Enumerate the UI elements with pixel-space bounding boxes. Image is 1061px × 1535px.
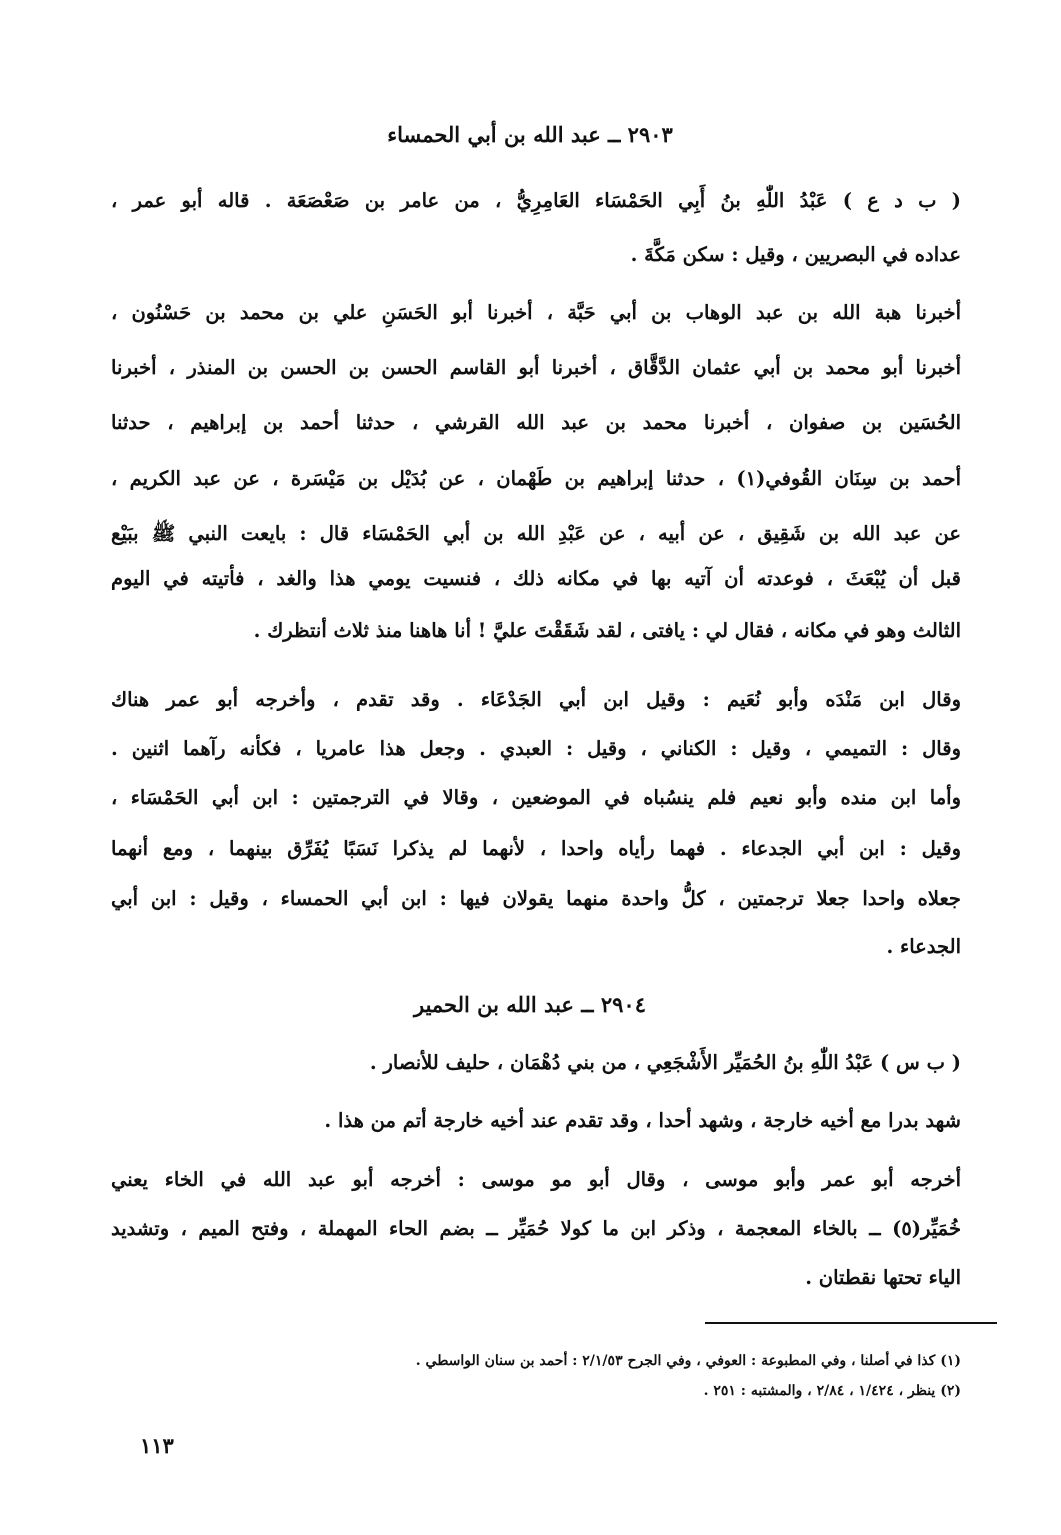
- footnote: (٢) ينظر ، ١/٤٢٤ ، ٢/٨٤ ، والمشتبه : ٢٥١ .: [703, 1383, 961, 1399]
- text-line: عداده في البصريين ، وقيل : سكن مَكَّةَ .: [630, 243, 961, 266]
- text-line: شهد بدرا مع أخيه خارجة ، وشهد أحدا ، وقد تقدم عند أخيه خارجة أتم من هذا .: [324, 1109, 961, 1132]
- footnote-divider: [705, 1322, 997, 1324]
- entry-heading-2903: ٢٩٠٣ ــ عبد الله بن أبي الحمساء: [387, 122, 673, 147]
- page-number: ١١٣: [140, 1433, 174, 1458]
- text-line: عن عبد الله بن شَقِيق ، عن أبيه ، عن عَبْدِ الله بن أبي الحَمْسَاء قال : بايعت النبي ﷺ ببَيْع: [111, 522, 961, 545]
- text-line: أخرجه أبو عمر وأبو موسى ، وقال أبو مو موسى : أخرجه أبو عبد الله في الخاء يعني: [111, 1168, 961, 1191]
- text-line: ( ب د ع ) عَبْدُ اللّٰهِ بنُ أَبِي الحَمْسَاء العَامِرِيُّ ، من عامر بن صَعْصَعَة . قاله أبو عمر ،: [111, 189, 961, 212]
- text-line: وقال ابن مَنْدَه وأبو نُعَيم : وقيل ابن أبي الجَدْعَاء . وقد تقدم ، وأخرجه أبو عمر هناك: [111, 688, 961, 711]
- text-line: الحُسَين بن صفوان ، أخبرنا محمد بن عبد الله القرشي ، حدثنا أحمد بن إبراهيم ، حدثنا: [111, 411, 961, 434]
- text-line: وقيل : ابن أبي الجدعاء . فهما رأياه واحدا ، لأنهما لم يذكرا نَسَبًا يُفَرِّق بينهما ، ومع أنهما: [111, 837, 961, 860]
- text-line: قبل أن يُبْعَثَ ، فوعدته أن آتيه بها في مكانه ذلك ، فنسيت يومي هذا والغد ، فأتيته في اليوم: [111, 567, 961, 590]
- footnote: (١) كذا في أصلنا ، وفي المطبوعة : العوفي ، وفي الجرح ٢/١/٥٣ : أحمد بن سنان الواسطي .: [415, 1353, 961, 1369]
- entry-heading-2904: ٢٩٠٤ ــ عبد الله بن الحمير: [413, 992, 646, 1017]
- text-line: أخبرنا أبو محمد بن أبي عثمان الدَّقَّاق ، أخبرنا أبو القاسم الحسن بن الحسن بن المنذر ، أخبرنا: [111, 356, 961, 379]
- text-line: الياء تحتها نقطتان .: [805, 1266, 961, 1289]
- text-line: الثالث وهو في مكانه ، فقال لي : يافتى ، لقد شَقَقْتَ عليَّ ! أنا هاهنا منذ ثلاث أنتظرك .: [253, 619, 961, 642]
- text-line: وأما ابن منده وأبو نعيم فلم ينسُباه في الموضعين ، وقالا في الترجمتين : ابن أبي الحَمْسَاء ،: [111, 786, 961, 809]
- text-line: ( ب س ) عَبْدُ اللّٰهِ بنُ الحُمَيِّر الأَشْجَعِي ، من بني دُهْمَان ، حليف للأنصار .: [369, 1051, 961, 1074]
- text-line: الجدعاء .: [886, 935, 961, 958]
- text-line: أخبرنا هبة الله بن عبد الوهاب بن أبي حَبَّة ، أخبرنا أبو الحَسَنِ علي بن محمد بن حَسْنُون ،: [111, 301, 961, 324]
- text-line: أحمد بن سِنَان القُوفي(١) ، حدثنا إبراهيم بن طَهْمان ، عن بُدَيْل بن مَيْسَرة ، عن عبد الكريم ،: [111, 467, 961, 490]
- text-line: جعلاه واحدا جعلا ترجمتين ، كلُّ واحدة منهما يقولان فيها : ابن أبي الحمساء ، وقيل : ابن أبي: [111, 887, 961, 910]
- text-line: خُمَيِّر(٥) ــ بالخاء المعجمة ، وذكر ابن ما كولا حُمَيِّر ــ بضم الحاء المهملة ، وفتح الميم ، وتشديد: [111, 1217, 961, 1240]
- text-line: وقال : التميمي ، وقيل : الكناني ، وقيل : العبدي . وجعل هذا عامريا ، فكأنه رآهما اثنين .: [111, 737, 961, 760]
